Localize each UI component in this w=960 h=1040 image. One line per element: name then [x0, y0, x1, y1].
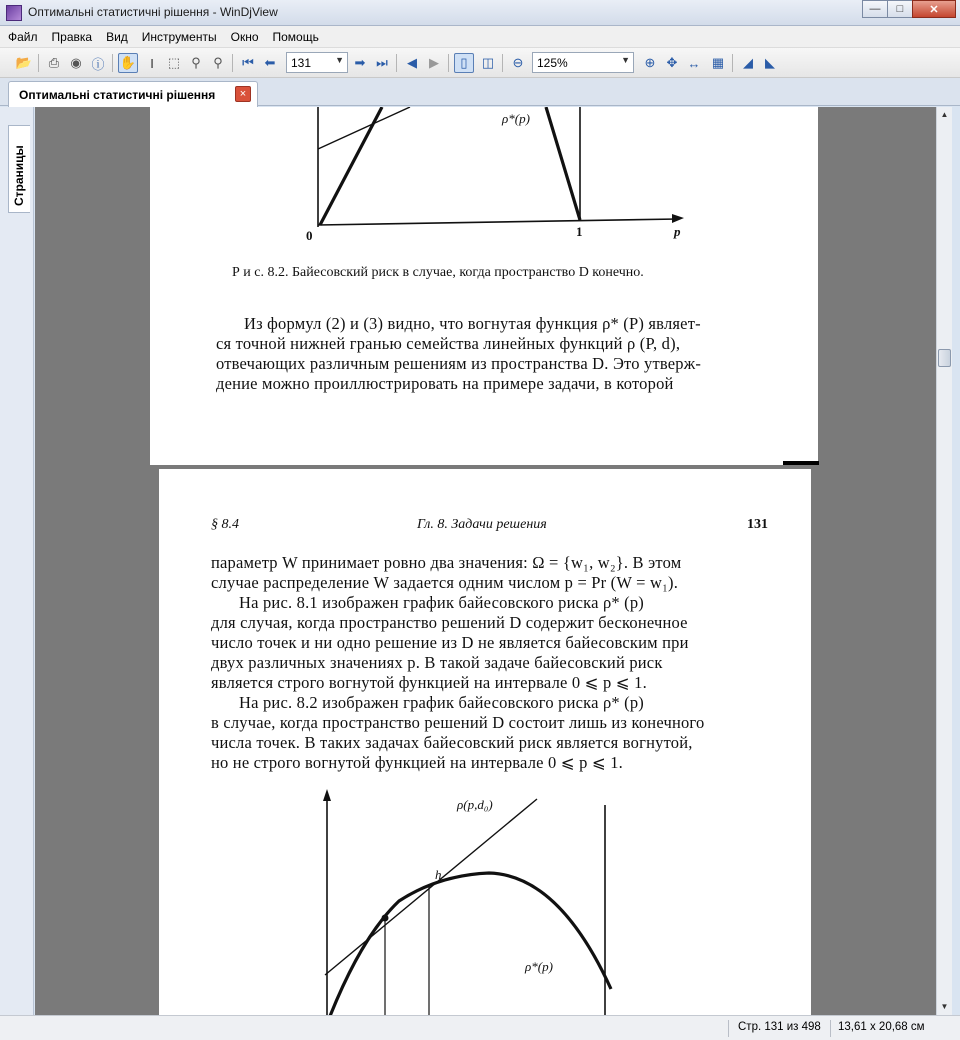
scroll-up-icon[interactable]: ▲ — [940, 110, 949, 119]
paragraph-line: числа точек. В таких задачах байесовский риск является вогнутой, — [211, 733, 693, 752]
chevron-down-icon[interactable]: ▼ — [621, 55, 630, 65]
toolbar-separator — [112, 54, 113, 72]
x-axis-arrow — [672, 214, 684, 223]
paragraph-line: для случая, когда пространство решений D содержит бесконечное — [211, 613, 688, 632]
bayes-risk-left — [320, 107, 382, 225]
close-icon: ✕ — [929, 3, 939, 16]
rho-star-label: ρ*(p) — [502, 111, 530, 126]
document-tab[interactable] — [8, 81, 258, 107]
actual-size-icon[interactable]: ▦ — [711, 55, 725, 70]
toolbar-separator — [502, 54, 503, 72]
close-button[interactable] — [912, 0, 956, 18]
hand-tool-icon[interactable]: ✋ — [118, 53, 138, 73]
pages-panel-tab[interactable] — [8, 125, 30, 213]
paragraph-line: число точек и ни одно решение из D не является байесовским при — [211, 633, 689, 652]
side-panel — [0, 107, 34, 1015]
document-tab-bar — [0, 78, 960, 106]
figure-caption: Р и с. 8.2. Байесовский риск в случае, когда пространство D конечно. — [232, 265, 644, 280]
menu-file[interactable]: Файл — [8, 29, 38, 44]
menu-bar — [0, 26, 960, 48]
paragraph-line: двух различных значениях p. В такой задаче байесовский риск — [211, 653, 663, 672]
minimize-button[interactable] — [862, 0, 888, 18]
rect-select-icon[interactable]: ⬚ — [167, 55, 181, 70]
document-page-top — [150, 107, 818, 465]
page-number-header: 131 — [747, 517, 768, 532]
status-divider — [830, 1020, 831, 1037]
zoom-field[interactable] — [532, 52, 634, 73]
toolbar-separator — [232, 54, 233, 72]
y-axis-arrow — [323, 789, 331, 801]
h-label: h — [435, 867, 442, 882]
find-binoculars-icon[interactable]: ◉ — [70, 55, 82, 70]
facing-pages-icon[interactable]: ◫ — [481, 55, 495, 70]
figure-8-3 — [159, 789, 811, 1015]
maximize-button[interactable] — [887, 0, 913, 18]
paragraph-line: дение можно проиллюстрировать на примере задачи, в которой — [216, 374, 674, 393]
minimize-icon: — — [869, 3, 881, 15]
zoom-out-icon[interactable]: ⊖ — [512, 55, 524, 70]
rho-p-d0-label: ρ(p,d₀) — [457, 797, 493, 812]
paragraph-line: На рис. 8.1 изображен график байесовского риска ρ* (p) — [239, 593, 645, 612]
toolbar-separator — [732, 54, 733, 72]
scrollbar-thumb[interactable] — [938, 349, 951, 367]
bayes-risk-curve — [325, 873, 611, 1015]
info-icon[interactable]: ⓘ — [91, 56, 105, 72]
toolbar — [0, 48, 960, 78]
paragraph-line: является строго вогнутой функцией на интервале 0 ⩽ p ⩽ 1. — [211, 673, 647, 692]
maximize-icon: □ — [896, 3, 904, 15]
paragraph-line: случае распределение W задается одним числом p = Pr (W = w₁). — [211, 573, 679, 592]
toolbar-separator — [448, 54, 449, 72]
zoom-rect-icon[interactable]: ⚲ — [191, 55, 201, 70]
paragraph-line: ся точной нижней гранью семейства линейных функций ρ (P, d), — [216, 334, 681, 353]
figure-8-2 — [150, 107, 818, 247]
paragraph-line: но не строго вогнутой функцией на интервале 0 ⩽ p ⩽ 1. — [211, 753, 624, 772]
status-divider — [728, 1020, 729, 1037]
back-icon[interactable]: ◀ — [407, 55, 417, 70]
document-page-131 — [159, 469, 811, 1015]
paragraph-line: отвечающих различным решениям из пространства D. Это утверж- — [216, 354, 702, 373]
document-view[interactable] — [35, 107, 936, 1015]
page-number-value: 131 — [291, 56, 312, 70]
rotate-right-icon[interactable]: ◣ — [765, 55, 775, 70]
x-axis — [318, 219, 678, 225]
axis-label-zero: 0 — [306, 228, 313, 243]
magnifier-icon[interactable]: ⚲ — [213, 55, 223, 70]
toolbar-separator — [38, 54, 39, 72]
pages-panel-label: Страницы — [12, 145, 26, 206]
windjview-app-icon — [6, 5, 22, 21]
window-title: Оптимальні статистичні рішення - WinDjView — [28, 5, 278, 19]
toolbar-separator — [396, 54, 397, 72]
tangent-line — [325, 799, 537, 975]
fit-page-icon[interactable]: ✥ — [666, 55, 678, 70]
page-number-field[interactable] — [286, 52, 348, 73]
paragraph-line: На рис. 8.2 изображен график байесовского риска ρ* (p) — [239, 693, 645, 712]
forward-icon[interactable]: ▶ — [429, 55, 439, 70]
section-header: § 8.4 — [211, 517, 239, 532]
rotate-left-icon[interactable]: ◢ — [743, 55, 753, 70]
last-page-icon[interactable]: ⏭ — [376, 55, 388, 70]
print-icon[interactable]: ⎙ — [48, 55, 60, 70]
status-page-size: 13,61 x 20,68 см — [838, 1021, 925, 1033]
single-page-icon[interactable]: ▯ — [454, 53, 474, 73]
title-bar — [0, 0, 960, 26]
next-page-icon[interactable]: ➡ — [354, 55, 366, 70]
menu-help[interactable]: Помощь — [272, 29, 319, 44]
document-tab-label: Оптимальні статистичні рішення — [19, 88, 216, 102]
paragraph-line: параметр W принимает ровно два значения: Ω = {w₁, w₂}. В этом — [211, 553, 682, 572]
bayes-risk-right — [546, 107, 580, 220]
zoom-value: 125% — [537, 56, 568, 70]
chapter-header: Гл. 8. Задачи решения — [417, 517, 547, 532]
status-bar — [0, 1015, 960, 1040]
text-select-icon[interactable]: I — [150, 55, 154, 71]
tab-close-icon[interactable]: × — [235, 86, 251, 102]
chevron-down-icon[interactable]: ▼ — [335, 55, 344, 65]
open-folder-icon[interactable]: 📂 — [15, 55, 33, 70]
first-page-icon[interactable]: ⏮ — [242, 55, 254, 70]
scroll-down-icon[interactable]: ▼ — [940, 1002, 949, 1011]
menu-edit[interactable]: Правка — [51, 29, 93, 44]
status-page: Стр. 131 из 498 — [738, 1021, 821, 1033]
zoom-in-icon[interactable]: ⊕ — [644, 55, 656, 70]
paragraph-line: в случае, когда пространство решений D состоит лишь из конечного — [211, 713, 705, 732]
fit-width-icon[interactable]: ↔ — [687, 55, 701, 71]
vertical-scrollbar[interactable] — [936, 107, 952, 1015]
menu-window[interactable]: Окно — [230, 29, 259, 44]
page-edge-shadow — [783, 461, 819, 465]
menu-tools[interactable]: Инструменты — [141, 29, 217, 44]
paragraph-line: Из формул (2) и (3) видно, что вогнутая функция ρ* (P) являет- — [244, 314, 701, 333]
axis-label-p: p — [674, 224, 681, 239]
rho-star-label: ρ*(p) — [525, 959, 553, 974]
window-controls — [863, 0, 956, 18]
menu-view[interactable]: Вид — [106, 29, 128, 44]
axis-label-one: 1 — [576, 224, 583, 239]
previous-page-icon[interactable]: ⬅ — [264, 55, 276, 70]
